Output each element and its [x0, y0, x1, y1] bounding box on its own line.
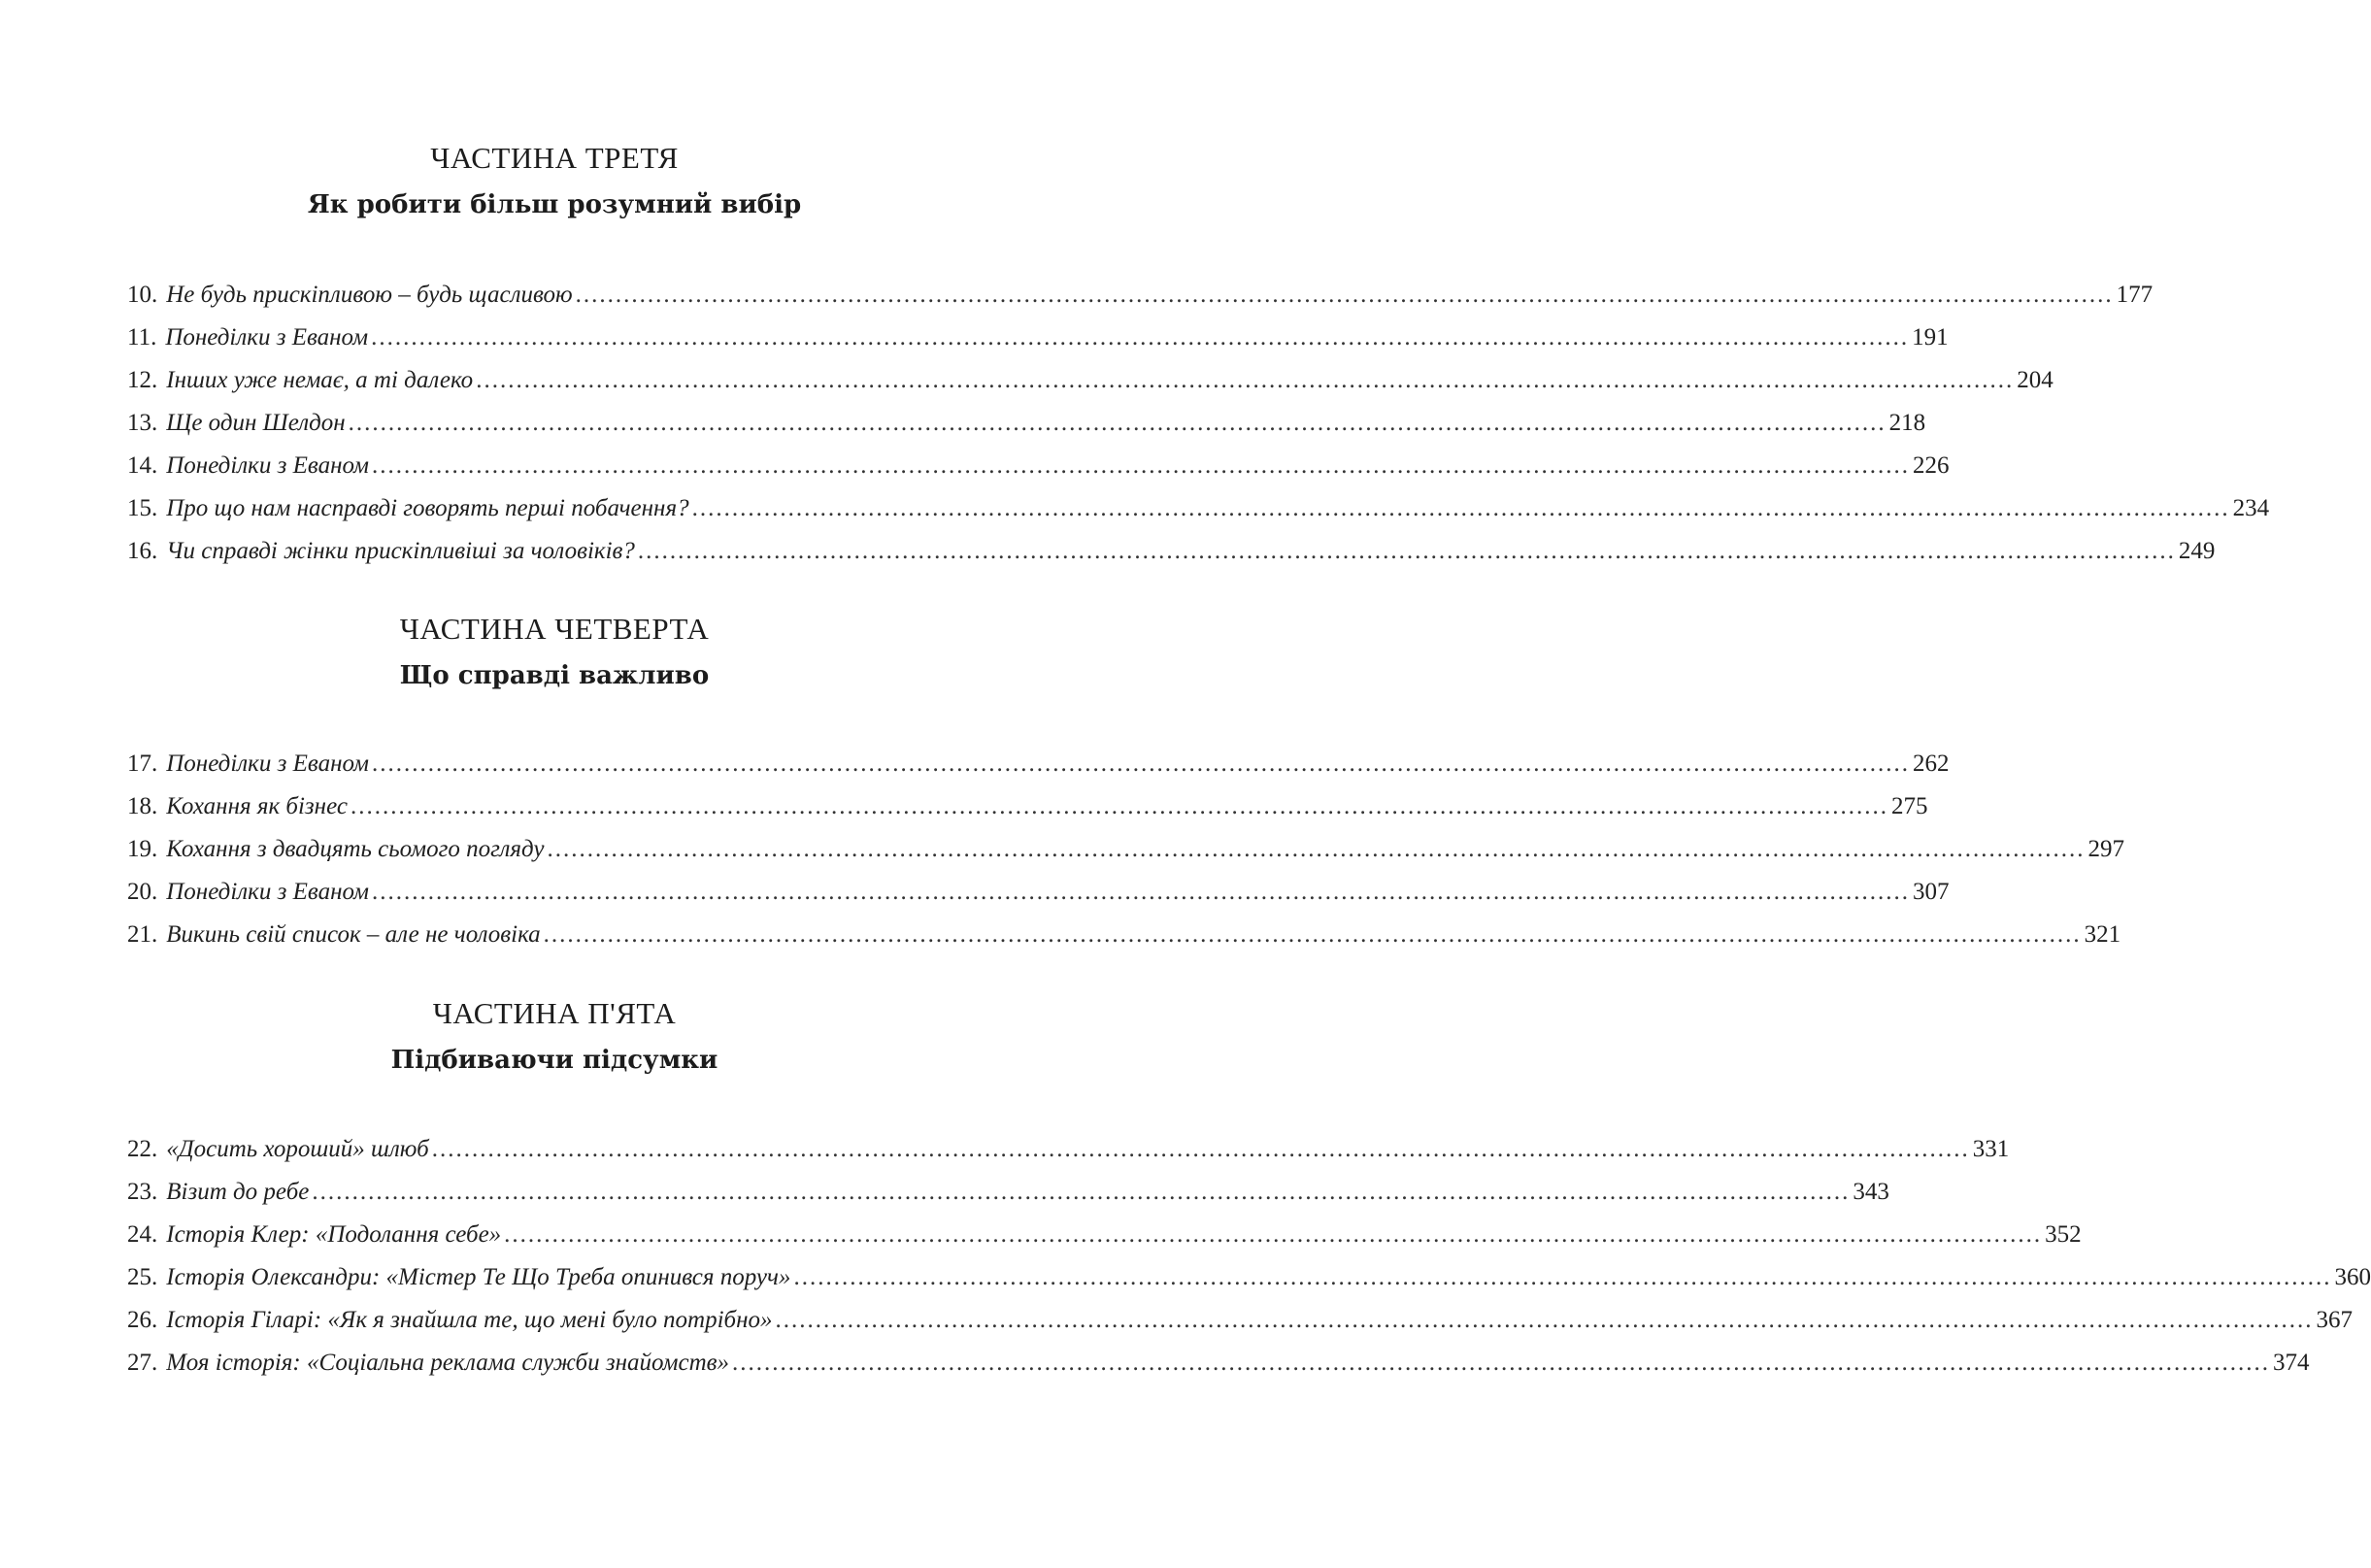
chapter-number: 12. [127, 367, 158, 393]
chapter-number: 27. [127, 1350, 158, 1376]
page-number: 321 [2084, 921, 2121, 948]
chapter-number: 14. [127, 452, 158, 479]
toc-entry[interactable] [127, 402, 1926, 445]
toc-entry[interactable] [127, 1171, 1889, 1214]
toc-entry[interactable] [127, 828, 2124, 871]
dot-leader [776, 1299, 2314, 1342]
dot-leader [351, 785, 1888, 828]
page-number: 262 [1912, 751, 1950, 777]
toc-entry[interactable] [127, 1342, 2310, 1385]
part-four-toc [127, 743, 2124, 956]
dot-leader [372, 445, 1910, 487]
toc-entry[interactable] [127, 1256, 2371, 1299]
dot-leader [312, 1171, 1850, 1214]
chapter-number: 25. [127, 1264, 158, 1290]
dot-leader [576, 274, 2114, 317]
page-number: 234 [2232, 495, 2270, 521]
toc-entry[interactable] [127, 1128, 2010, 1171]
toc-entry[interactable] [127, 274, 2154, 317]
part-four-heading: ЧАСТИНА ЧЕТВЕРТА [399, 612, 710, 646]
dot-leader [371, 317, 1909, 359]
chapter-title: «Досить хороший» шлюб [166, 1136, 429, 1162]
chapter-title: Понеділки з Еваном [166, 879, 369, 905]
page-number: 343 [1853, 1179, 1889, 1205]
chapter-title: Понеділки з Еваном [166, 452, 369, 479]
page-number: 360 [2334, 1264, 2371, 1290]
page-number: 297 [2087, 836, 2124, 862]
chapter-title: Ще один Шелдон [166, 410, 346, 436]
chapter-title: Моя історія: «Соціальна реклама служби знайомств» [166, 1350, 729, 1376]
chapter-title: Не будь прискіпливою – будь щасливою [166, 282, 573, 308]
chapter-number: 20. [127, 879, 158, 905]
chapter-title: Історія Клер: «Подолання себе» [166, 1221, 502, 1248]
dot-leader [372, 871, 1910, 914]
chapter-number: 11. [127, 324, 157, 350]
part-three-toc [127, 274, 2270, 573]
chapter-number: 10. [127, 282, 158, 308]
dot-leader [544, 914, 2082, 956]
chapter-number: 15. [127, 495, 158, 521]
page-number: 367 [2316, 1307, 2353, 1333]
part-five-subtitle: Підбиваючи підсумки [390, 1046, 718, 1075]
chapter-title: Візит до ребе [166, 1179, 310, 1205]
dot-leader [349, 402, 1887, 445]
chapter-number: 23. [127, 1179, 158, 1205]
toc-entry[interactable] [127, 1214, 2082, 1256]
toc-entry[interactable] [127, 914, 2121, 956]
chapter-number: 19. [127, 836, 158, 862]
page-number: 218 [1888, 410, 1926, 436]
dot-leader [547, 828, 2085, 871]
toc-entry[interactable] [127, 743, 1950, 785]
chapter-title: Чи справді жінки прискіпливіші за чоловіків? [166, 538, 635, 564]
chapter-title: Про що нам насправді говорять перші побачення? [166, 495, 689, 521]
chapter-title: Понеділки з Еваном [165, 324, 369, 350]
dot-leader [504, 1214, 2042, 1256]
dot-leader [638, 530, 2176, 573]
part-three-subtitle: Як робити більш розумний вибір [307, 190, 802, 219]
chapter-title: Історія Олександри: «Містер Те Що Треба опинився поруч» [166, 1264, 791, 1290]
part-five-heading: ЧАСТИНА П'ЯТА [432, 996, 677, 1030]
dot-leader [692, 487, 2230, 530]
dot-leader [372, 743, 1910, 785]
part-five-toc [127, 1128, 2371, 1385]
toc-entry[interactable] [127, 317, 1949, 359]
dot-leader [432, 1128, 1970, 1171]
chapter-title: Історія Гіларі: «Як я знайшла те, що мені було потрібно» [166, 1307, 773, 1333]
chapter-number: 17. [127, 751, 158, 777]
page-number: 226 [1912, 452, 1950, 479]
part-four-subtitle: Що справді важливо [399, 661, 710, 690]
toc-entry[interactable] [127, 359, 2054, 402]
chapter-title: Інших уже немає, а ті далеко [166, 367, 474, 393]
part-three-heading: ЧАСТИНА ТРЕТЯ [430, 141, 679, 175]
page-number: 191 [1912, 324, 1949, 350]
toc-entry[interactable] [127, 487, 2270, 530]
chapter-title: Викинь свій список – але не чоловіка [166, 921, 541, 948]
toc-entry[interactable] [127, 1299, 2353, 1342]
page-number: 177 [2116, 282, 2154, 308]
toc-entry[interactable] [127, 445, 1950, 487]
dot-leader [476, 359, 2014, 402]
chapter-number: 26. [127, 1307, 158, 1333]
page-number: 374 [2272, 1350, 2310, 1376]
toc-entry[interactable] [127, 530, 2216, 573]
page-number: 204 [2017, 367, 2054, 393]
page-number: 331 [1972, 1136, 2010, 1162]
chapter-number: 13. [127, 410, 158, 436]
page-number: 307 [1912, 879, 1950, 905]
chapter-number: 22. [127, 1136, 158, 1162]
chapter-number: 16. [127, 538, 158, 564]
page-number: 249 [2178, 538, 2216, 564]
chapter-title: Понеділки з Еваном [166, 751, 369, 777]
dot-leader [793, 1256, 2331, 1299]
chapter-number: 21. [127, 921, 158, 948]
chapter-number: 24. [127, 1221, 158, 1248]
chapter-title: Кохання з двадцять сьомого погляду [166, 836, 545, 862]
chapter-number: 18. [127, 793, 158, 819]
dot-leader [732, 1342, 2270, 1385]
toc-entry[interactable] [127, 785, 1928, 828]
page-number: 352 [2045, 1221, 2082, 1248]
chapter-title: Кохання як бізнес [166, 793, 348, 819]
page-number: 275 [1890, 793, 1928, 819]
toc-entry[interactable] [127, 871, 1950, 914]
